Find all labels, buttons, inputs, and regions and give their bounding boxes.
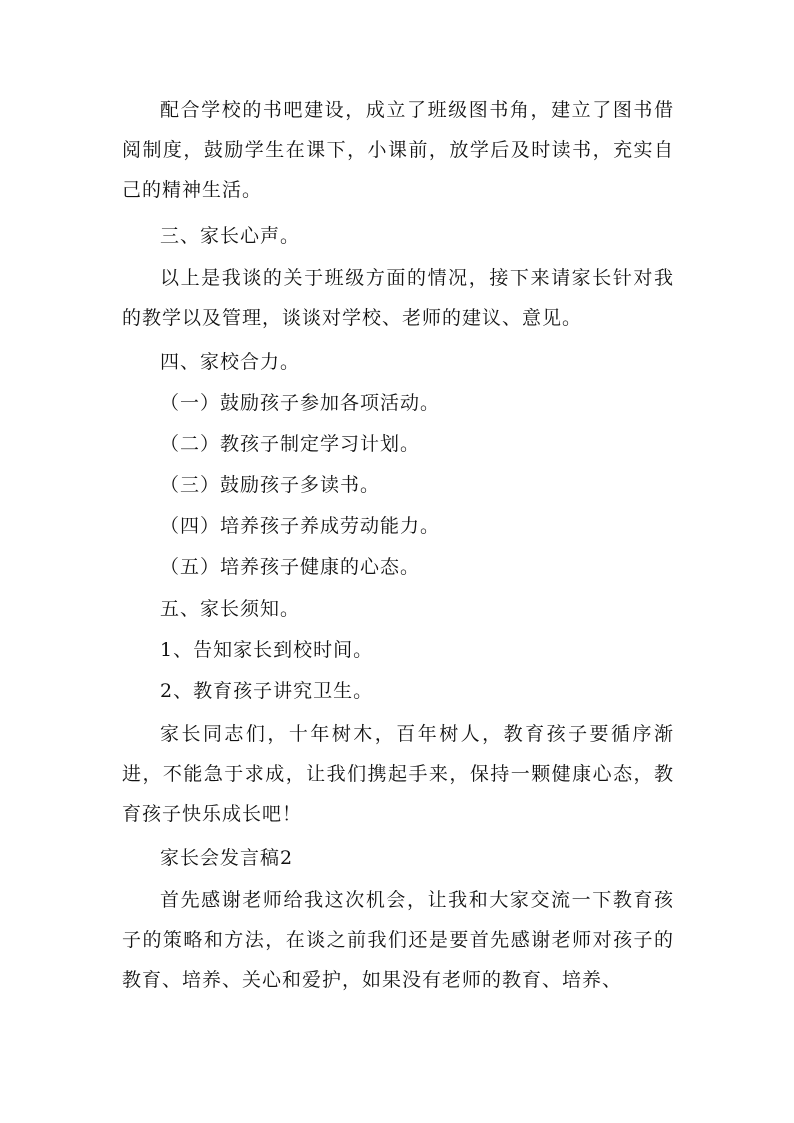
heading-parent-notice: 五、家长须知。 [160,598,301,620]
notice-item-arrival-time: 1、告知家长到校时间。 [160,639,374,661]
heading-parent-voice: 三、家长心声。 [160,225,301,247]
paragraph-book-corner: 配合学校的书吧建设，成立了班级图书角，建立了图书借阅制度，鼓励学生在课下，小课前，放学后及时读书，充实自己的精神生活。 [122,99,674,201]
notice-item-hygiene: 2、教育孩子讲究卫生。 [160,680,374,702]
speech-title-2: 家长会发言稿2 [160,847,294,869]
paragraph-speech-2-intro: 首先感谢老师给我这次机会，让我和大家交流一下教育孩子的策略和方法，在谈之前我们还是要首先感谢老师对孩子的教育、培养、关心和爱护，如果没有老师的教育、培养、 [122,889,674,991]
list-item-activities: （一）鼓励孩子参加各项活动。 [160,392,441,414]
paragraph-parent-feedback: 以上是我谈的关于班级方面的情况，接下来请家长针对我的教学以及管理，谈谈对学校、老师的建议、意见。 [122,267,674,329]
list-item-reading: （三）鼓励孩子多读书。 [160,474,381,496]
list-item-healthy-mindset: （五）培养孩子健康的心态。 [160,556,421,578]
heading-home-school-cooperation: 四、家校合力。 [160,351,301,373]
list-item-labor: （四）培养孩子养成劳动能力。 [160,515,441,537]
list-item-study-plan: （二）教孩子制定学习计划。 [160,433,421,455]
paragraph-closing: 家长同志们，十年树木，百年树人，教育孩子要循序渐进，不能急于求成，让我们携起手来，保持一颗健康心态，教育孩子快乐成长吧！ [122,723,674,825]
